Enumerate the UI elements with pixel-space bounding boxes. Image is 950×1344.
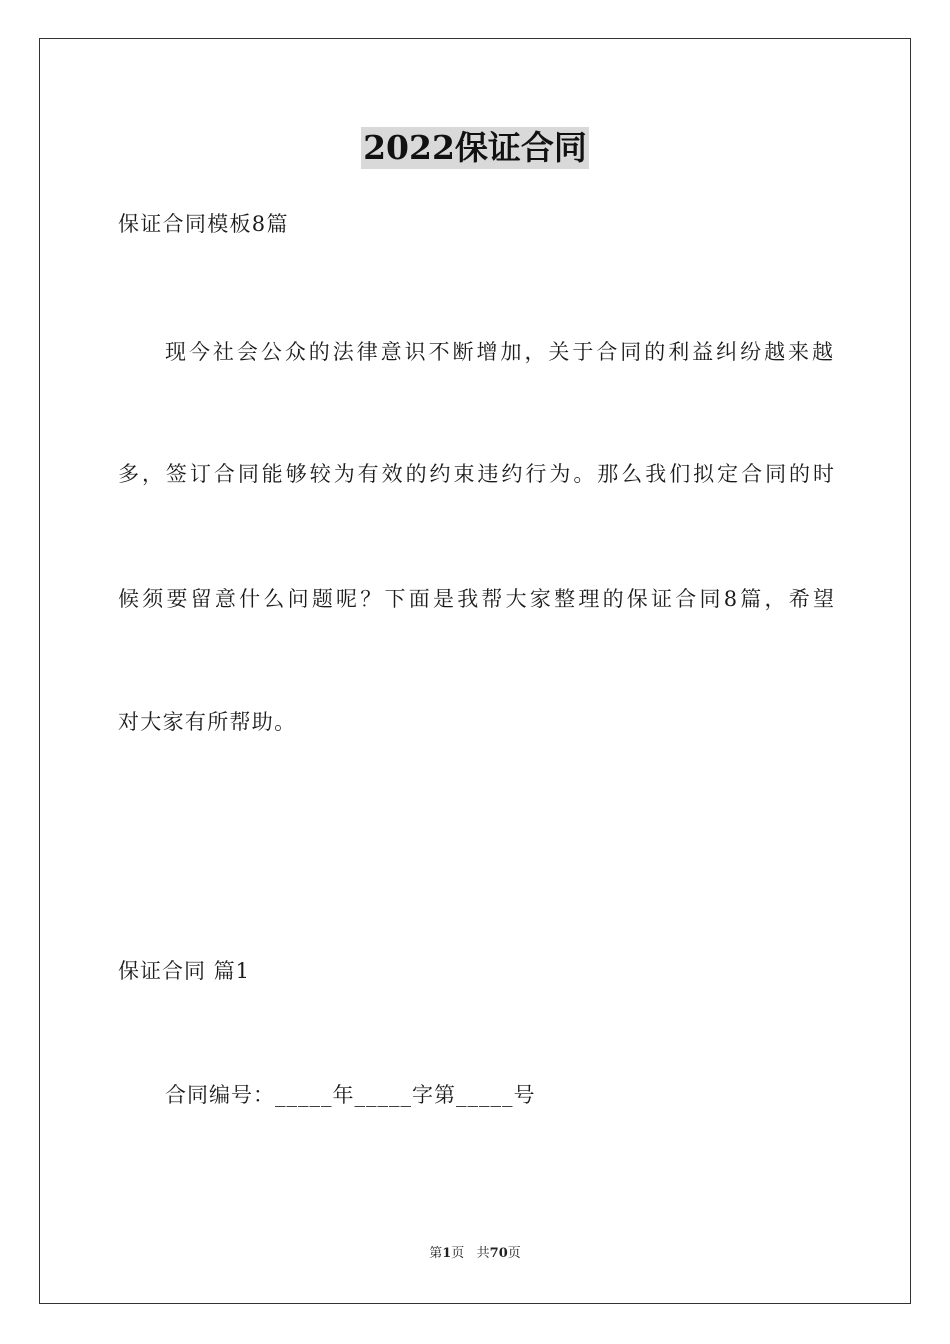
footer-page-suffix: 页 共 <box>451 1246 490 1261</box>
footer-page-prefix: 第 <box>429 1246 443 1261</box>
footer-page-number: 1 <box>442 1246 452 1261</box>
intro-line-1: 现今社会公众的法律意识不断增加，关于合同的利益纠纷越来越 <box>165 340 833 364</box>
intro-line-4: 对大家有所帮助。 <box>118 710 297 734</box>
footer-total-suffix: 页 <box>507 1246 521 1261</box>
document-subtitle: 保证合同模板8篇 <box>118 212 289 236</box>
title-container <box>0 127 950 169</box>
intro-line-3: 候须要留意什么问题呢？下面是我帮大家整理的保证合同8篇，希望 <box>118 587 834 611</box>
footer-total-pages: 70 <box>489 1246 508 1261</box>
document-title: 2022保证合同 <box>363 128 587 167</box>
page-footer <box>0 1245 950 1263</box>
contract-number-line: 合同编号：_____年_____字第_____号 <box>165 1083 536 1107</box>
section-heading: 保证合同 篇1 <box>118 959 251 983</box>
intro-line-2: 多，签订合同能够较为有效的约束违约行为。那么我们拟定合同的时 <box>118 462 834 486</box>
